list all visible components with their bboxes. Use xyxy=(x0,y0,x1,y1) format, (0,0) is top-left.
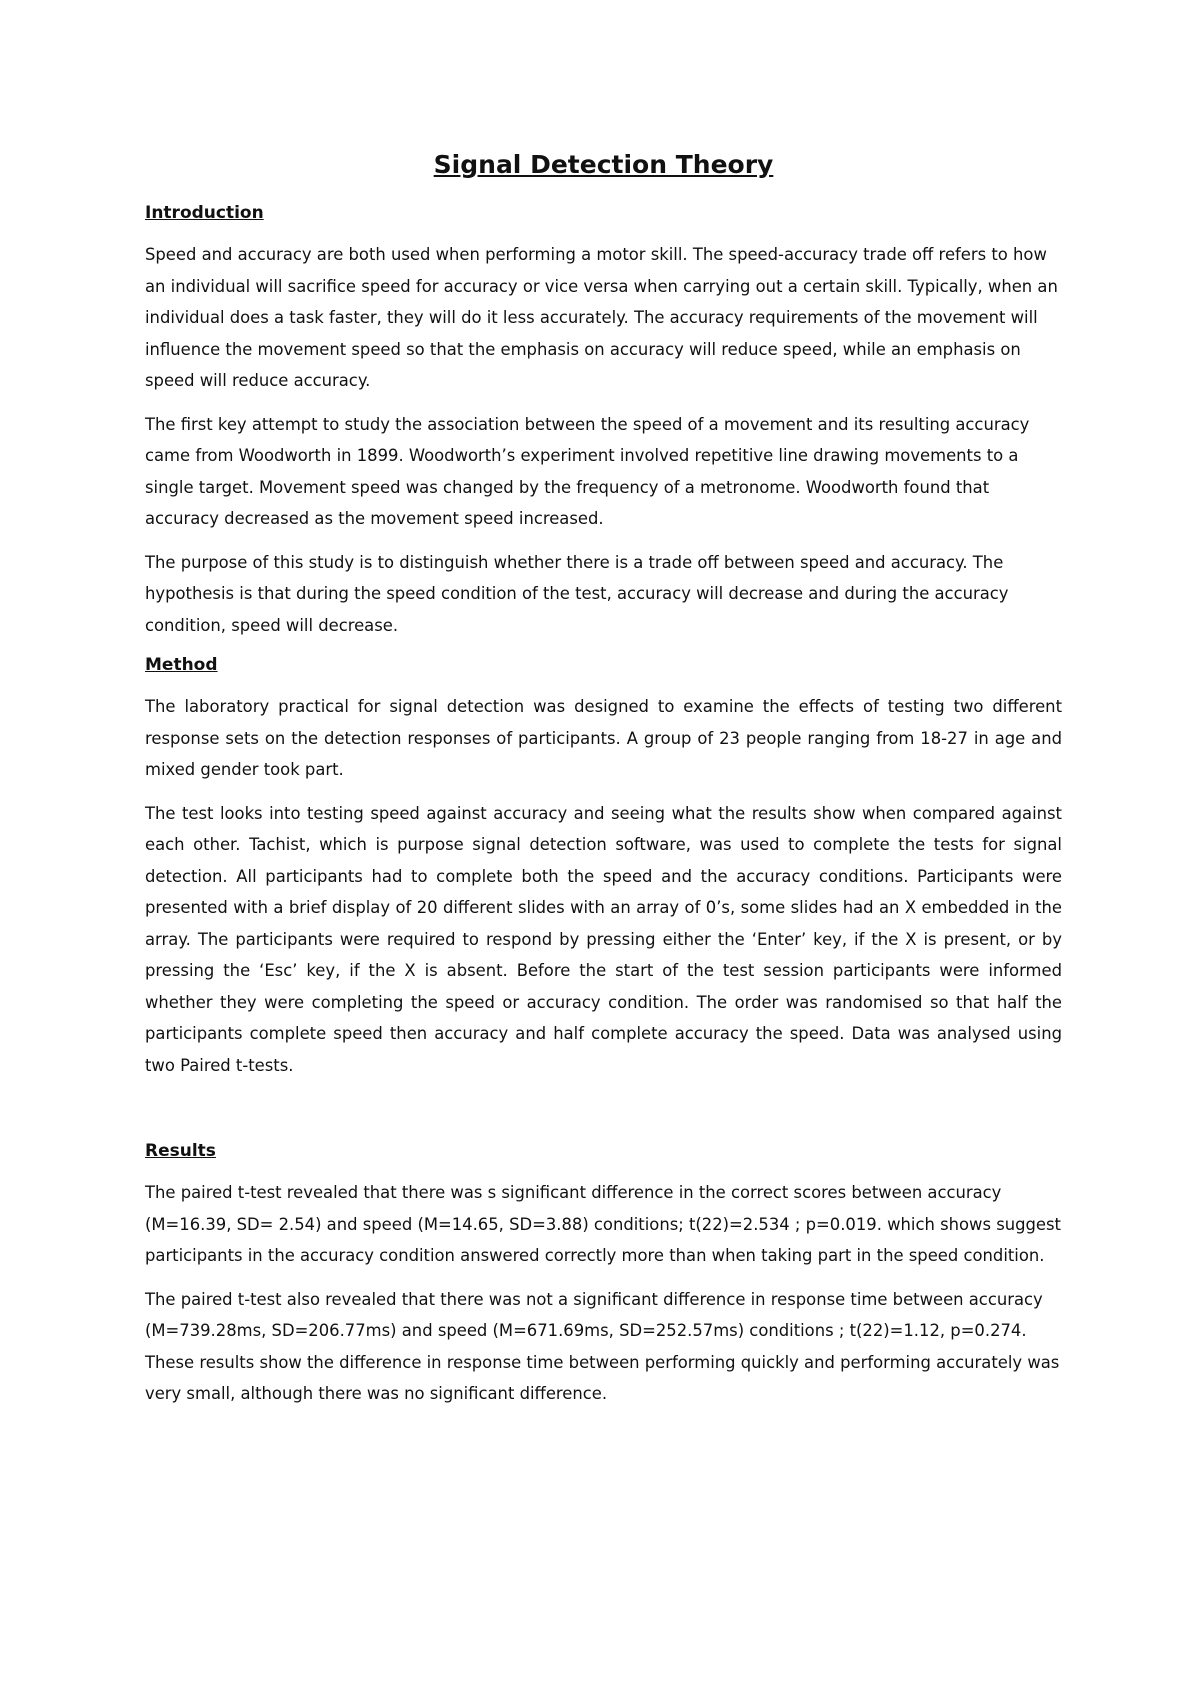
introduction-section xyxy=(145,201,1062,641)
method-section xyxy=(145,653,1062,1081)
method-paragraph-2: The test looks into testing speed against accuracy and seeing what the results show when compared against each other. Tachist, which is purpose signal detection software, was used to complete the tests for signal detection. All participants had to complete both the speed and the accuracy conditions. Participants were presented with a brief display of 20 different slides with an array of 0’s, some slides had an X embedded in the array. The participants were required to respond by pressing either the ‘Enter’ key, if the X is present, or by pressing the ‘Esc’ key, if the X is absent. Before the start of the test session participants were informed whether they were completing the speed or accuracy condition. The order was randomised so that half the participants complete speed then accuracy and half complete accuracy the speed. Data was analysed using two Paired t-tests. xyxy=(145,803,1062,1075)
introduction-paragraph-2: The first key attempt to study the association between the speed of a movement and its resulting accuracy came from Woodworth in 1899. Woodworth’s experiment involved repetitive line drawing movements to a single target. Movement speed was changed by the frequency of a metronome. Woodworth found that accuracy decreased as the movement speed increased. xyxy=(145,414,1030,528)
document-title: Signal Detection Theory xyxy=(433,150,774,179)
method-heading: Method xyxy=(145,655,218,675)
results-section xyxy=(145,1139,1062,1410)
section-spacer xyxy=(145,1093,1062,1139)
results-paragraph-1: The paired t-test revealed that there was s significant difference in the correct scores between accuracy (M=16.39, SD= 2.54) and speed (M=14.65, SD=3.88) conditions; t(22)=2.534 ; p=0.019. which shows suggest participants in the accuracy condition answered correctly more than when taking part in the speed condition. xyxy=(145,1183,1061,1265)
results-paragraph-2: The paired t-test also revealed that there was not a significant difference in response time between accuracy (M=739.28ms, SD=206.77ms) and speed (M=671.69ms, SD=252.57ms) conditions ; t(22)=1.12, p=0.274. These results show the difference in response time between performing quickly and performing accurately was very small, although there was no significant difference. xyxy=(145,1289,1060,1403)
method-paragraph-1: The laboratory practical for signal detection was designed to examine the effects of testing two different response sets on the detection responses of participants. A group of 23 people ranging from 18-27 in age and mixed gender took part. xyxy=(145,697,1062,779)
introduction-heading: Introduction xyxy=(145,203,264,223)
introduction-paragraph-3: The purpose of this study is to distinguish whether there is a trade off between speed and accuracy. The hypothesis is that during the speed condition of the test, accuracy will decrease and during the accuracy condition, speed will decrease. xyxy=(145,552,1009,635)
introduction-paragraph-1: Speed and accuracy are both used when performing a motor skill. The speed-accuracy trade off refers to how an individual will sacrifice speed for accuracy or vice versa when carrying out a certain skill. Typically, when an individual does a task faster, they will do it less accurately. The accuracy requirements of the movement will influence the movement speed so that the emphasis on accuracy will reduce speed, while an emphasis on speed will reduce accuracy. xyxy=(145,245,1058,390)
results-heading: Results xyxy=(145,1141,216,1161)
